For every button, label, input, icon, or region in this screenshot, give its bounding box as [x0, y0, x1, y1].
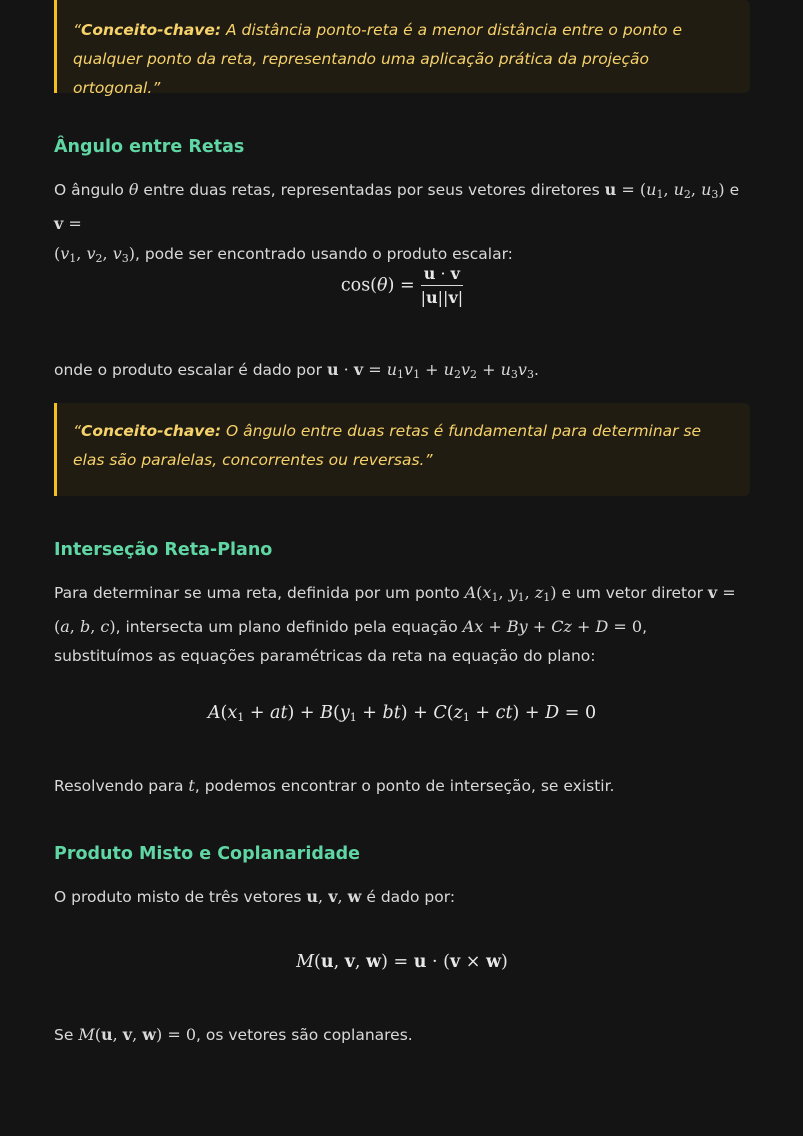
math-vectors-uvw: u, v, w — [306, 887, 362, 906]
callout-label: Conceito-chave: — [81, 422, 222, 440]
intersection-intro-paragraph: Para determinar se uma reta, definida por um ponto $A(x_1$, $y_1$, $z_1$) e um vetor diretor v = (a, b, c), intersecta um plano definido pela equação Ax + By + Cz + D = 0, substituímos as equações paramétricas da reta na equação do plano: — [54, 583, 736, 665]
callout-close-quote: ” — [424, 451, 433, 469]
section-heading-intersection: Interseção Reta-Plano — [54, 540, 273, 560]
substitution-formula: $A(x_1 + at) + B(y_1 + bt) + C(z_1 + ct) + D = 0$ — [207, 703, 597, 724]
callout-close-quote: ” — [152, 79, 161, 97]
callout-open-quote: “ — [73, 21, 82, 39]
callout-text: A distância ponto-reta é a menor distância entre o ponto e qualquer ponto da reta, representando uma aplicação prática da projeção ortogonal. — [73, 21, 682, 97]
math-u-def: $u = (u_1$, $u_2$, $u_3$) — [604, 180, 725, 201]
key-concept-callout-distance — [54, 0, 750, 97]
section-heading-mixed-product: Produto Misto e Coplanaridade — [54, 844, 361, 864]
callout-label: Conceito-chave: — [81, 21, 222, 39]
dot-product-paragraph: onde o produto escalar é dado por $u \cdot v = u_1v_1 + u_2v_2 + u_3v_3$. — [54, 360, 539, 381]
callout-text: O ângulo entre duas retas é fundamental para determinar se elas são paralelas, concorrentes ou reversas. — [73, 422, 702, 469]
solve-t-paragraph: Resolvendo para t, podemos encontrar o ponto de interseção, se existir. — [54, 776, 615, 795]
section-heading-angle: Ângulo entre Retas — [54, 137, 245, 157]
math-point-a: $A(x_1$, $y_1$, $z_1$) — [464, 583, 557, 604]
math-v-def: v = — [54, 214, 82, 233]
math-theta: θ — [128, 180, 139, 199]
mixed-product-formula: M(u, v, w) = u · (v × w) — [296, 952, 508, 972]
math-v-components: ($v_1$, $v_2$, $v_3$) — [54, 244, 135, 265]
mixed-product-intro-paragraph: O produto misto de três vetores u, v, w é dado por: — [54, 887, 456, 906]
coplanar-paragraph: Se M(u, v, w) = 0, os vetores são coplanares. — [54, 1025, 413, 1044]
math-mixed-zero: M(u, v, w) = 0 — [78, 1025, 197, 1044]
key-concept-callout-angle — [54, 403, 750, 496]
math-v-def: v = — [707, 583, 736, 602]
math-dot-product: $u \cdot v = u_1v_1 + u_2v_2 + u_3v_3$ — [326, 360, 534, 381]
math-t: t — [188, 776, 195, 795]
cosine-formula: cos(θ) = $\frac{u \cdot v}{|u||v|}$ — [340, 264, 464, 307]
math-plane-equation: Ax + By + Cz + D = 0 — [462, 617, 643, 636]
math-v-components: (a, b, c) — [54, 617, 116, 636]
angle-intro-paragraph: O ângulo θ entre duas retas, representadas por seus vetores diretores $u = (u_1$, $u_2$, $u_3$) e v = ($v_1$, $v_2$, $v_3$), pode ser encontrado usando o produto escalar: — [54, 180, 740, 265]
callout-open-quote: “ — [73, 422, 82, 440]
